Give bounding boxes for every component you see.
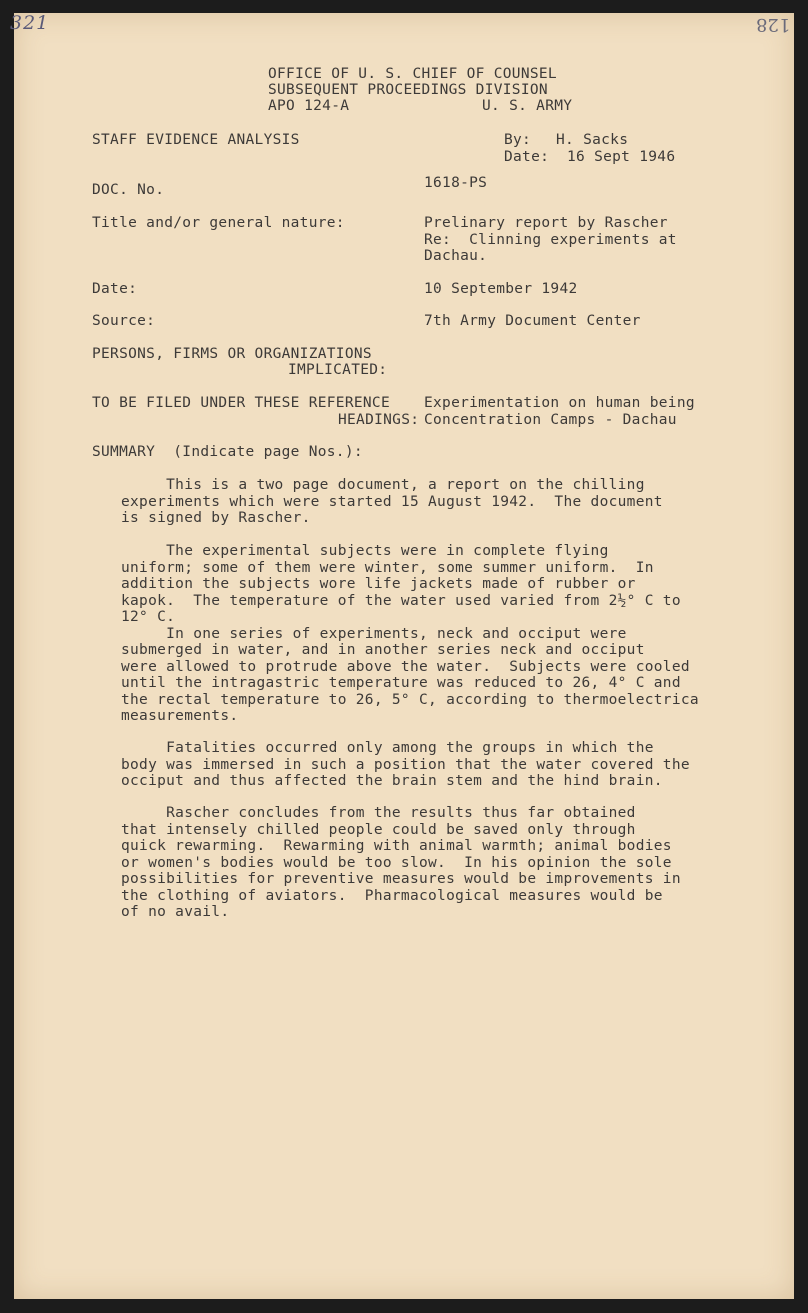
summary-paragraph-4: Rascher concludes from the results thus far obtained that intensely chilled people could be saved only through quick rewarming. Rewarming with animal warmth; animal bodies or women's bodies would be too slow. In his opinion the sole possibilities for preventive measures would be improvements in the clothing of aviators. Pharmacological measures would be of no avail. — [121, 805, 681, 920]
header-office: OFFICE OF U. S. CHIEF OF COUNSEL — [268, 66, 557, 82]
summary-paragraph-1: This is a two page document, a report on the chilling experiments which were started 15 August 1942. The document is signed by Rascher. — [121, 477, 663, 526]
by-value: H. Sacks — [556, 132, 629, 148]
date-label: Date: — [504, 149, 550, 165]
filed-value-line2: Concentration Camps - Dachau — [424, 412, 677, 428]
corner-stamp-number: 128 — [756, 14, 791, 35]
source-value: 7th Army Document Center — [424, 313, 641, 329]
source-label: Source: — [92, 313, 156, 329]
summary-paragraph-2: The experimental subjects were in complete flying uniform; some of them were winter, some summer uniform. In addition the subjects wore life jackets made of rubber or kapok. The temperature of the water used varied from 2½° C to 12° C. In one series of experiments, neck and occiput were submerged in water, and in another series neck and occiput were allowed to protrude above the water. Subjects were cooled until the intragastric temperature was reduced to 26, 4° C and the rectal temperature to 26, 5° C, according to thermoelectrica measurements. — [121, 543, 699, 724]
doc-no-label: DOC. No. — [92, 182, 165, 198]
filed-label-line2: HEADINGS: — [338, 412, 420, 428]
filed-label-line1: TO BE FILED UNDER THESE REFERENCE — [92, 395, 390, 411]
handwritten-page-number: 321 — [10, 12, 50, 34]
persons-label-line1: PERSONS, FIRMS OR ORGANIZATIONS — [92, 346, 372, 362]
header-apo: APO 124-A — [268, 98, 350, 114]
summary-label: SUMMARY (Indicate page Nos.): — [92, 444, 363, 460]
form-heading: STAFF EVIDENCE ANALYSIS — [92, 132, 300, 148]
by-label: By: — [504, 132, 532, 148]
filed-value-line1: Experimentation on human being — [424, 395, 695, 411]
header-division: SUBSEQUENT PROCEEDINGS DIVISION — [268, 82, 548, 98]
title-label: Title and/or general nature: — [92, 215, 345, 231]
persons-label-line2: IMPLICATED: — [288, 362, 388, 378]
date-value: 16 Sept 1946 — [567, 149, 676, 165]
doc-no-value: 1618-PS — [424, 175, 488, 191]
header-army: U. S. ARMY — [482, 98, 573, 114]
date2-label: Date: — [92, 281, 138, 297]
title-value-line3: Dachau. — [424, 248, 488, 264]
title-value-line1: Prelinary report by Rascher — [424, 215, 668, 231]
title-value-line2: Re: Clinning experiments at — [424, 232, 677, 248]
summary-paragraph-3: Fatalities occurred only among the groups in which the body was immersed in such a position that the water covered the occiput and thus affected the brain stem and the hind brain. — [121, 740, 690, 789]
date2-value: 10 September 1942 — [424, 281, 578, 297]
